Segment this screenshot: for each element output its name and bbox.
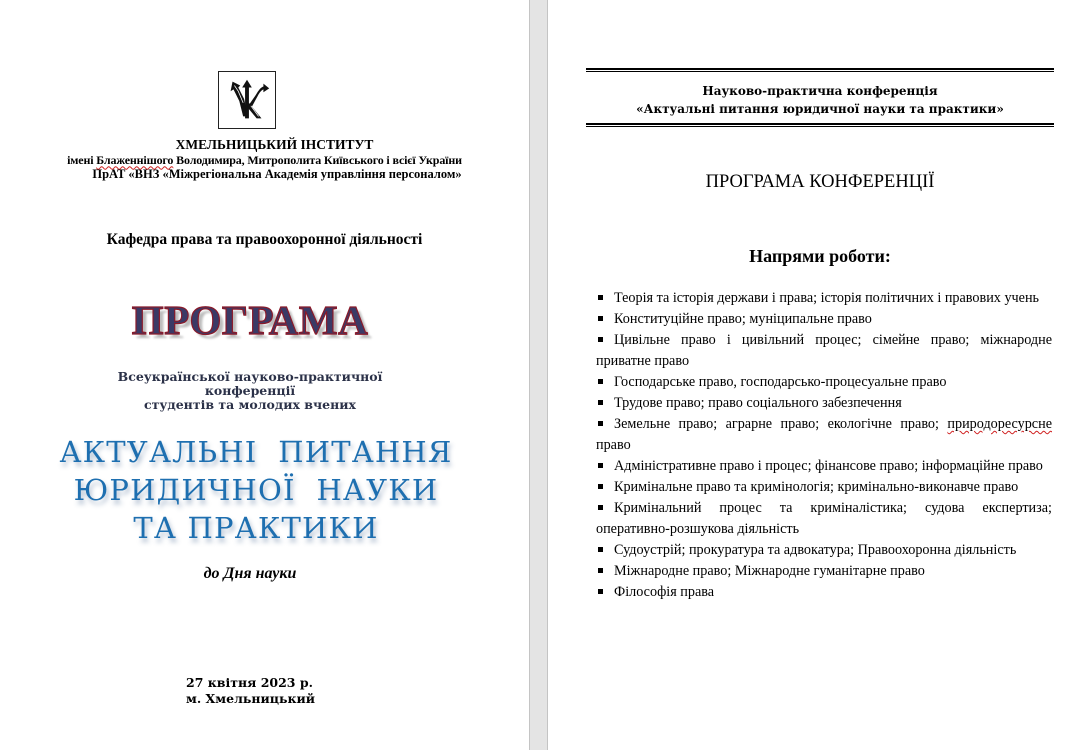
list-item-text: Земельне право; аграрне право; екологічне право; <box>614 416 948 432</box>
spellcheck-underlined-word: Блаженнішого <box>96 152 174 167</box>
spellcheck-underlined-word: природоресурсне <box>947 416 1052 432</box>
institute-header <box>0 138 529 182</box>
directions-list <box>596 288 1052 603</box>
list-item <box>596 309 1052 330</box>
square-bullet-icon <box>598 337 603 342</box>
academy-name: ПрАТ «ВНЗ «Міжрегіональна Академія управління персоналом» <box>92 167 462 181</box>
square-bullet-icon <box>598 295 603 300</box>
conference-subtitle <box>0 370 500 412</box>
header-line: «Актуальні питання юридичної науки та практики» <box>636 102 1004 116</box>
list-item <box>596 582 1052 603</box>
page-header <box>586 82 1054 118</box>
square-bullet-icon <box>598 421 603 426</box>
page-gutter <box>529 0 548 750</box>
dedication-rest: Володимира, Митрополита Київського і всієї України <box>173 152 462 167</box>
subtitle-line: студентів та молодих вчених <box>144 397 356 412</box>
list-item-text: Господарське право, господарсько-процесуальне право <box>614 374 947 390</box>
program-title: ПРОГРАМА <box>131 297 369 343</box>
list-item <box>596 330 1052 372</box>
list-item <box>596 393 1052 414</box>
list-item <box>596 456 1052 477</box>
list-item <box>596 561 1052 582</box>
main-title-line: АКТУАЛЬНІ ПИТАННЯ <box>59 435 453 469</box>
square-bullet-icon <box>598 547 603 552</box>
list-item-text: Кримінальне право та кримінологія; кримінально-виконавче право <box>614 479 1019 495</box>
list-item-text: Судоустрій; прокуратура та адвокатура; Правоохоронна діяльність <box>614 542 1017 558</box>
directions-heading: Напрями роботи: <box>749 246 891 266</box>
subtitle-line: Всеукраїнської науково-практичної <box>117 369 383 384</box>
list-item-text: Філософія права <box>614 584 715 600</box>
list-item-text: Теорія та історія держави і права; історія політичних і правових учень <box>614 290 1040 306</box>
list-item <box>596 288 1052 309</box>
list-item-text: право <box>596 437 631 453</box>
list-item-text: Кримінальний процес та криміналістика; судова експертиза; оперативно-розшукова діяльність <box>596 500 1052 537</box>
square-bullet-icon <box>598 400 603 405</box>
program-heading: ПРОГРАМА КОНФЕРЕНЦІЇ <box>705 172 935 192</box>
square-bullet-icon <box>598 505 603 510</box>
occasion-text: до Дня науки <box>203 565 297 582</box>
square-bullet-icon <box>598 379 603 384</box>
list-item-text: Конституційне право; муніципальне право <box>614 311 872 327</box>
institute-name: ХМЕЛЬНИЦЬКИЙ ІНСТИТУТ <box>175 137 374 152</box>
list-item <box>596 414 1052 456</box>
conference-city: м. Хмельницький <box>186 691 316 706</box>
document-page-cover <box>0 0 529 750</box>
header-line: Науково-практична конференція <box>702 84 938 98</box>
list-item <box>596 477 1052 498</box>
institute-logo <box>218 71 276 129</box>
header-double-rule <box>586 68 1054 72</box>
subtitle-line: конференції <box>204 383 296 398</box>
dedication-prefix: імені <box>67 152 97 167</box>
square-bullet-icon <box>598 316 603 321</box>
list-item-text: Трудове право; право соціального забезпечення <box>614 395 902 411</box>
square-bullet-icon <box>598 463 603 468</box>
conference-date: 27 квітня 2023 р. <box>186 675 313 690</box>
header-double-rule <box>586 123 1054 127</box>
document-page-program <box>548 0 1089 750</box>
department-name: Кафедра права та правоохоронної діяльності <box>106 231 423 248</box>
main-title-line: ЮРИДИЧНОЇ НАУКИ <box>73 473 439 507</box>
date-location <box>186 675 315 707</box>
conference-main-title <box>0 433 512 547</box>
list-item <box>596 372 1052 393</box>
institute-dedication <box>0 153 529 168</box>
list-item-text: Міжнародне право; Міжнародне гуманітарне право <box>614 563 925 579</box>
square-bullet-icon <box>598 568 603 573</box>
institute-logo-icon <box>219 72 275 128</box>
main-title-line: ТА ПРАКТИКИ <box>133 511 379 545</box>
list-item <box>596 540 1052 561</box>
list-item-text: Адміністративне право і процес; фінансове право; інформаційне право <box>614 458 1043 474</box>
list-item <box>596 498 1052 540</box>
list-item-text: Цивільне право і цивільний процес; сімейне право; міжнародне приватне право <box>596 332 1052 369</box>
square-bullet-icon <box>598 589 603 594</box>
square-bullet-icon <box>598 484 603 489</box>
